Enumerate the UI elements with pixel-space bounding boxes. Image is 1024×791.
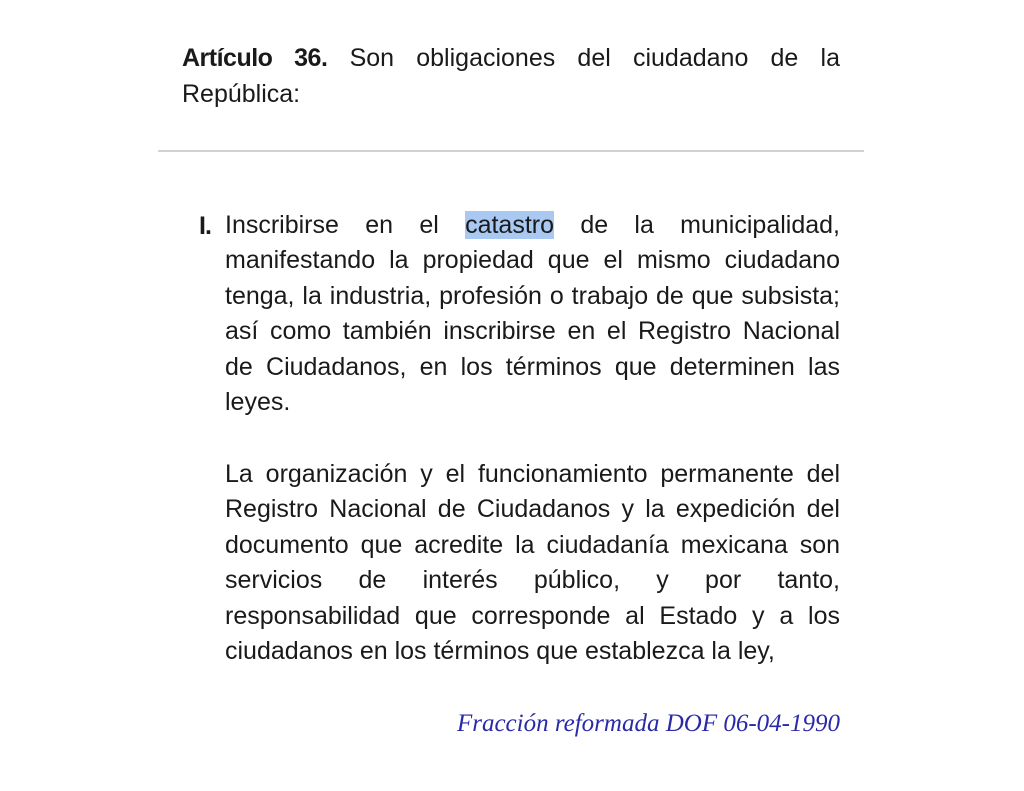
paragraph-1-rest-text: de la municipalidad, manifestando la propiedad que el mismo ciudadano tenga, la industria, profesión o trabajo de que subsista; así como también inscribirse en el Registro Nacional de Ciudadanos, en los términos que determinen las leyes. [225, 211, 840, 417]
fraction-paragraph-1 [225, 208, 840, 420]
article-heading [182, 40, 840, 112]
article-heading-text: Son obligaciones del ciudadano de la República: [182, 44, 840, 108]
fraction-marker: I. [199, 212, 211, 240]
reform-note: Fracción reformada DOF 06-04-1990 [456, 710, 840, 737]
article-number: Artículo 36. [182, 44, 328, 72]
fraction-paragraph-2: La organización y el funcionamiento permanente del Registro Nacional de Ciudadanos y la expedición del documento que acredite la ciudadanía mexicana son servicios de interés público, y por tanto, responsabilidad que corresponde al Estado y a los ciudadanos en los términos que establezca la ley, [225, 460, 840, 666]
section-divider [158, 150, 864, 152]
highlighted-word[interactable]: catastro [465, 211, 555, 239]
paragraph-1-lead-text: Inscribirse en el [225, 211, 466, 239]
